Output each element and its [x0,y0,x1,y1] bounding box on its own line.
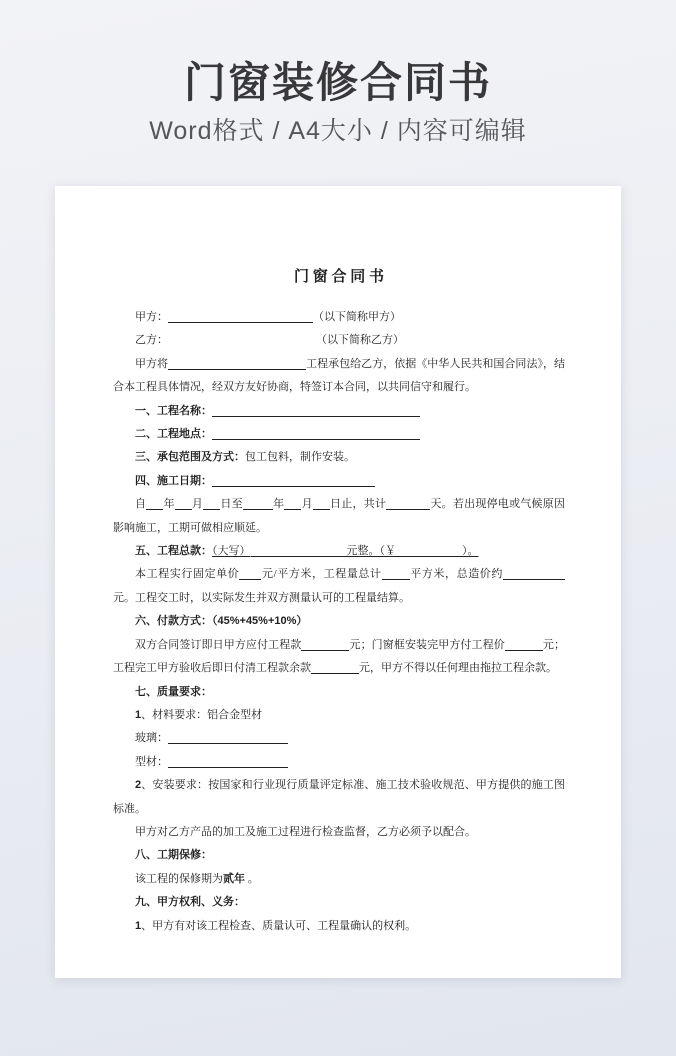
fill-in-line [168,731,288,744]
doc-paragraph [113,306,565,329]
text-run: 八、工期保修： [135,849,212,862]
text-run: 型材： [135,755,168,768]
text-run: 四、施工日期： [135,474,212,487]
text-run: （以下简称乙方） [316,334,404,347]
text-run: 玻璃： [135,732,168,745]
fill-in-line [313,497,330,510]
text-run: 二、工程地点： [135,428,212,441]
fill-in-line [243,497,273,510]
fill-in-line [239,567,261,580]
doc-paragraph [113,774,565,821]
document-title: 门 窗 合 同 书 [293,269,384,285]
text-run: 月 [301,498,313,511]
fill-in-line [396,544,462,557]
fill-in-line [212,404,420,417]
text-run: 年 [163,498,175,511]
text-run: （大写） [212,545,251,558]
banner-subtitle: Word格式 / A4大小 / 内容可编辑 [149,117,527,145]
text-run: 年 [272,498,285,511]
text-run: （以下简称甲方） [313,311,401,323]
doc-paragraph [113,891,565,914]
text-run: 元/平方米，工程量总计 [261,568,382,581]
fill-in-line [175,497,192,510]
doc-paragraph [113,821,565,844]
doc-paragraph [113,868,565,891]
doc-paragraph [113,610,565,633]
text-run: 乙方： [135,334,168,347]
text-run: 。 [245,872,259,885]
fill-in-line [146,497,163,510]
text-run: 双方合同签订即日甲方应付工程款 [135,638,302,651]
text-run: 工程承包给乙方，依据《中华人民共和国合同法》，结合本工程具体情况，经双方友好协商，特签订本合同，以共同信守和履行。 [113,357,566,394]
text-run: 三、承包范围及方式： [135,451,245,464]
doc-paragraph [113,493,565,540]
doc-paragraph [113,634,565,681]
text-run: 、材料要求：铝合金型材 [141,708,263,721]
fill-in-line [503,567,565,580]
document-page [55,186,621,978]
text-run: 包工包料，制作安装。 [245,451,355,464]
doc-paragraph [113,540,565,563]
text-run: 、甲方有对该工程检查、质量认可、工程量确认的权利。 [141,919,417,932]
text-run: 日至 [220,498,243,511]
text-run: 、安装要求：按国家和行业现行质量评定标准、施工技术验收规范、甲方提供的施工图标准。 [113,779,565,815]
fill-in-line [212,474,375,487]
fill-in-line [284,497,301,510]
fill-in-line [505,638,543,651]
text-run: 一、工程名称： [135,404,212,417]
fill-in-line [301,638,349,651]
text-run: 六、付款方式：（45%+45%+10%） [135,615,308,628]
doc-paragraph [113,563,565,610]
doc-paragraph [113,446,565,469]
banner [0,58,676,146]
text-run: 五、工程总款： [135,545,212,558]
text-run: 天。若出现停电或气候原因影响施工，工期可做相应顺延。 [113,498,566,534]
text-run: 本工程实行固定单价 [135,568,240,581]
doc-paragraph [113,844,565,867]
text-run: 元。工程交工时，以实际发生并双方测量认可的工程量结算。 [113,591,410,604]
doc-paragraph [113,915,565,938]
text-run: 九、甲方权利、义务： [135,896,245,909]
text-run: 甲方将 [135,357,169,370]
fill-in-line [386,497,430,510]
text-run: 七、质量要求： [135,685,212,698]
document-body [113,306,565,938]
text-run: ）。 [462,545,479,558]
text-run: 元，甲方不得以任何理由拖拉工程余款。 [359,662,557,675]
fill-in-line [168,357,306,370]
text-run: 月 [191,498,204,511]
text-run: 自 [135,498,147,511]
text-run: 1 [135,708,142,721]
doc-paragraph [113,400,565,423]
text-run: 甲方对乙方产品的加工及施工过程进行检查监督，乙方必须予以配合。 [135,825,476,838]
text-run: 日止，共计 [329,498,387,511]
fill-in-line [382,567,410,580]
text-run: 2 [135,779,142,792]
text-run: 元；工程完工甲方验收后即日付清工程款余款 [113,638,565,675]
fill-in-line [251,544,347,557]
doc-paragraph [113,681,565,704]
text-run: 平方米，总造价约 [409,568,504,581]
doc-paragraph [113,751,565,774]
fill-in-line [212,427,420,440]
doc-paragraph [113,727,565,750]
text-run: 贰年 [223,872,245,885]
blank-space [168,334,316,346]
fill-in-line [168,755,288,768]
doc-paragraph [113,329,565,352]
text-run: 该工程的保修期为 [135,872,223,885]
doc-paragraph [113,353,565,400]
fill-in-line [168,310,313,323]
fill-in-line [203,497,220,510]
doc-paragraph [113,470,565,493]
text-run: 元；门窗框安装完甲方付工程价 [349,638,505,651]
text-run: 元整。（￥ [346,545,396,558]
text-run: 1 [135,919,142,932]
banner-title: 门窗装修合同书 [183,59,492,106]
doc-paragraph [113,704,565,727]
fill-in-line [311,661,359,674]
text-run: 甲方： [135,311,168,323]
doc-paragraph [113,423,565,446]
